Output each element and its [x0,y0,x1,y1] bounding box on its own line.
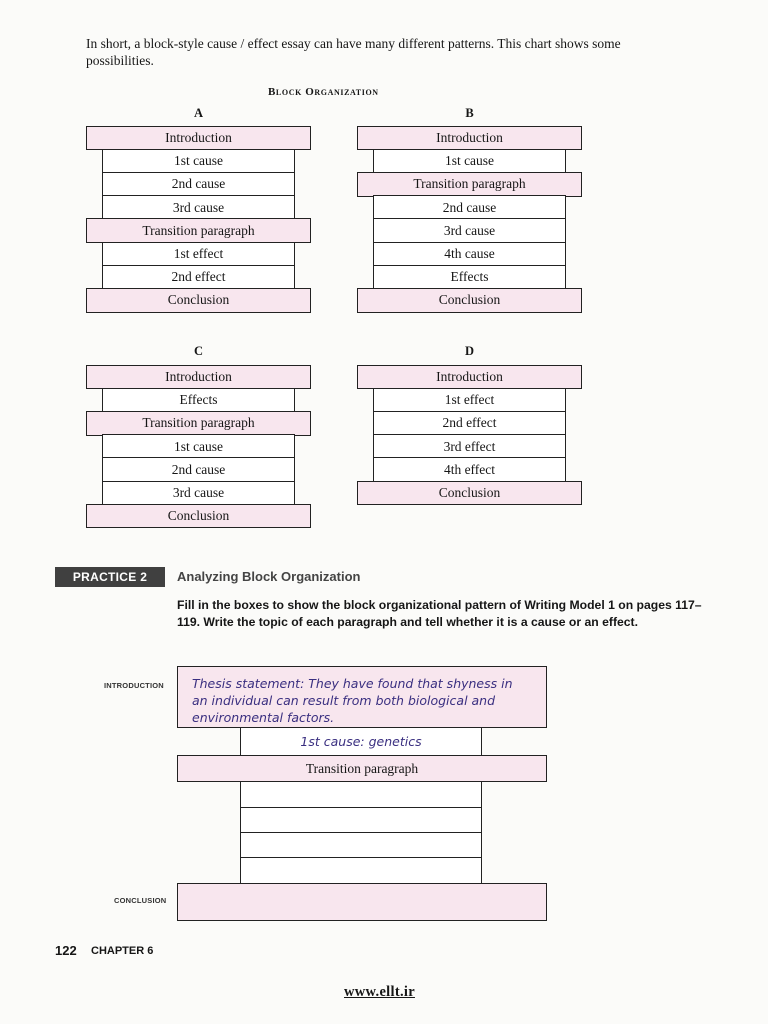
thesis-handwriting: Thesis statement: They have found that shyness in an individual can result from both biological and environmental factors. [192,676,513,725]
diagram-row: 1st cause [102,434,295,459]
diagram-row: 2nd effect [102,265,295,290]
diagram-row: 1st cause [373,149,566,174]
diagram-a [86,127,311,313]
practice-badge: PRACTICE 2 [55,567,165,587]
page-number: 122 [55,943,77,958]
diagram-row: 4th effect [373,457,566,482]
diagram-b-label: B [465,106,474,120]
first-cause-handwriting: 1st cause: genetics [300,734,422,749]
diagram-b [357,127,582,313]
diagram-d-label: D [464,344,475,358]
conclusion-label: CONCLUSION [114,896,167,905]
practice-transition-box [177,755,547,782]
diagram-row: Conclusion [86,504,311,529]
diagram-row: Transition paragraph [357,172,582,197]
diagram-a-label: A [193,106,204,120]
website-link[interactable]: www.ellt.ir [344,984,415,1000]
chart-title: Block Organization [268,86,379,98]
practice-blank-box-3[interactable] [240,832,482,858]
practice-introduction-box[interactable] [177,666,547,728]
diagram-d [357,366,582,505]
diagram-row: 1st effect [373,388,566,413]
diagram-row: 2nd cause [102,172,295,197]
diagram-row: Introduction [357,126,582,151]
diagram-row: Introduction [86,126,311,151]
practice-instructions: Fill in the boxes to show the block organizational pattern of Writing Model 1 on pages 117–119. Write the topic of each paragraph and tell whether it is a cause or an effect. [177,598,702,629]
intro-paragraph: In short, a block-style cause / effect essay can have many different patterns. This chart shows some possibilities. [86,36,621,68]
diagram-row: 3rd cause [102,195,295,220]
diagram-c-label: C [193,344,204,358]
practice-blank-box-4[interactable] [240,857,482,884]
diagram-row: Transition paragraph [86,218,311,243]
diagram-row: 4th cause [373,242,566,267]
diagram-row: 2nd cause [373,195,566,220]
introduction-label: INTRODUCTION [104,681,164,690]
chapter-label: CHAPTER 6 [91,945,154,957]
diagram-row: 1st cause [102,149,295,174]
diagram-row: 2nd effect [373,411,566,436]
diagram-row: Conclusion [86,288,311,313]
transition-label: Transition paragraph [305,760,419,776]
diagram-row: Introduction [86,365,311,390]
diagram-c [86,366,311,528]
diagram-row: Effects [373,265,566,290]
diagram-row: Conclusion [357,288,582,313]
diagram-row: 1st effect [102,242,295,267]
practice-title: Analyzing Block Organization [177,569,361,584]
practice-blank-box-2[interactable] [240,807,482,833]
diagram-row: 3rd cause [102,481,295,506]
diagram-row: Introduction [357,365,582,390]
diagram-row: 3rd effect [373,434,566,459]
practice-blank-box-1[interactable] [240,781,482,808]
diagram-row: Transition paragraph [86,411,311,436]
diagram-row: Effects [102,388,295,413]
practice-first-cause-box[interactable] [240,727,482,756]
diagram-row: Conclusion [357,481,582,506]
diagram-row: 2nd cause [102,457,295,482]
diagram-row: 3rd cause [373,218,566,243]
practice-conclusion-box[interactable] [177,883,547,921]
